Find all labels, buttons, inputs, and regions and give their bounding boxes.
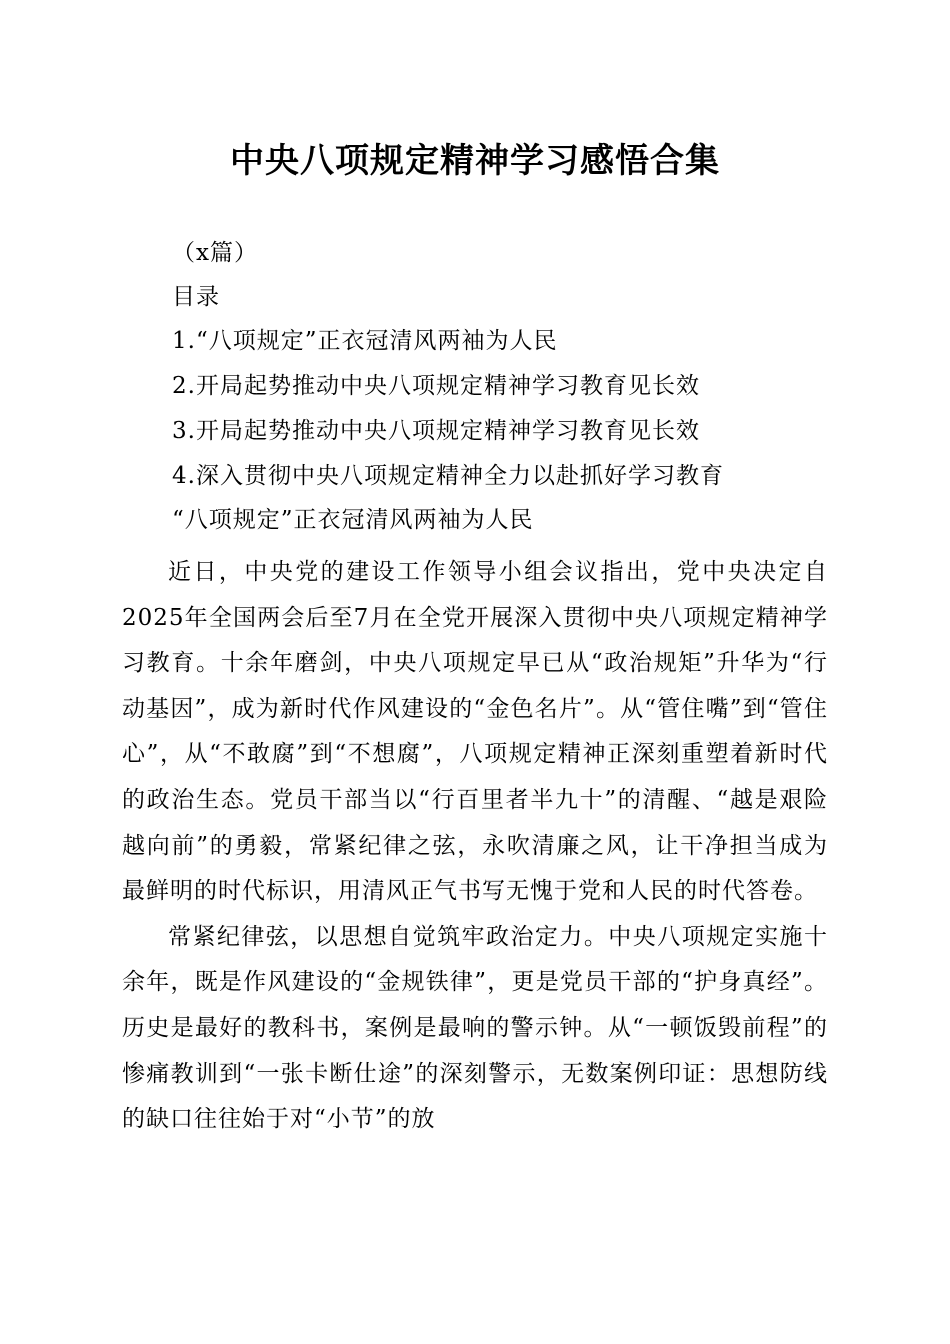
toc-heading: 目录	[172, 284, 220, 310]
article-body	[122, 550, 828, 1143]
document-title: 中央八项规定精神学习感悟合集	[230, 141, 720, 181]
toc-item-3: 3.开局起势推动中央八项规定精神学习教育见长效	[172, 418, 700, 444]
paragraph-2: 常紧纪律弦，以思想自觉筑牢政治定力。中央八项规定实施十余年，既是作风建设的“金规铁律”，更是党员干部的“护身真经”。历史是最好的教科书，案例是最响的警示钟。从“一顿饭毁前程”的惨痛教训到“一张卡断仕途”的深刻警示，无数案例印证：思想防线的缺口往往始于对“小节”的放	[122, 923, 828, 1133]
article-title: “八项规定”正衣冠清风两袖为人民	[172, 507, 534, 533]
paragraph-1: 近日，中央党的建设工作领导小组会议指出，党中央决定自2025年全国两会后至7月在全党开展深入贯彻中央八项规定精神学习教育。十余年磨剑，中央八项规定早已从“政治规矩”升华为“行动基因”，成为新时代作风建设的“金色名片”。从“管住嘴”到“管住心”，从“不敢腐”到“不想腐”，八项规定精神正深刻重塑着新时代的政治生态。党员干部当以“行百里者半九十”的清醒、“越是艰险越向前”的勇毅，常紧纪律之弦，永吹清廉之风，让干净担当成为最鲜明的时代标识，用清风正气书写无愧于党和人民的时代答卷。	[122, 559, 828, 905]
toc-item-4: 4.深入贯彻中央八项规定精神全力以赴抓好学习教育	[172, 463, 724, 489]
toc-item-1: 1.“八项规定”正衣冠清风两袖为人民	[172, 328, 558, 354]
toc-item-2: 2.开局起势推动中央八项规定精神学习教育见长效	[172, 373, 700, 399]
count-note: （x篇）	[172, 240, 258, 266]
